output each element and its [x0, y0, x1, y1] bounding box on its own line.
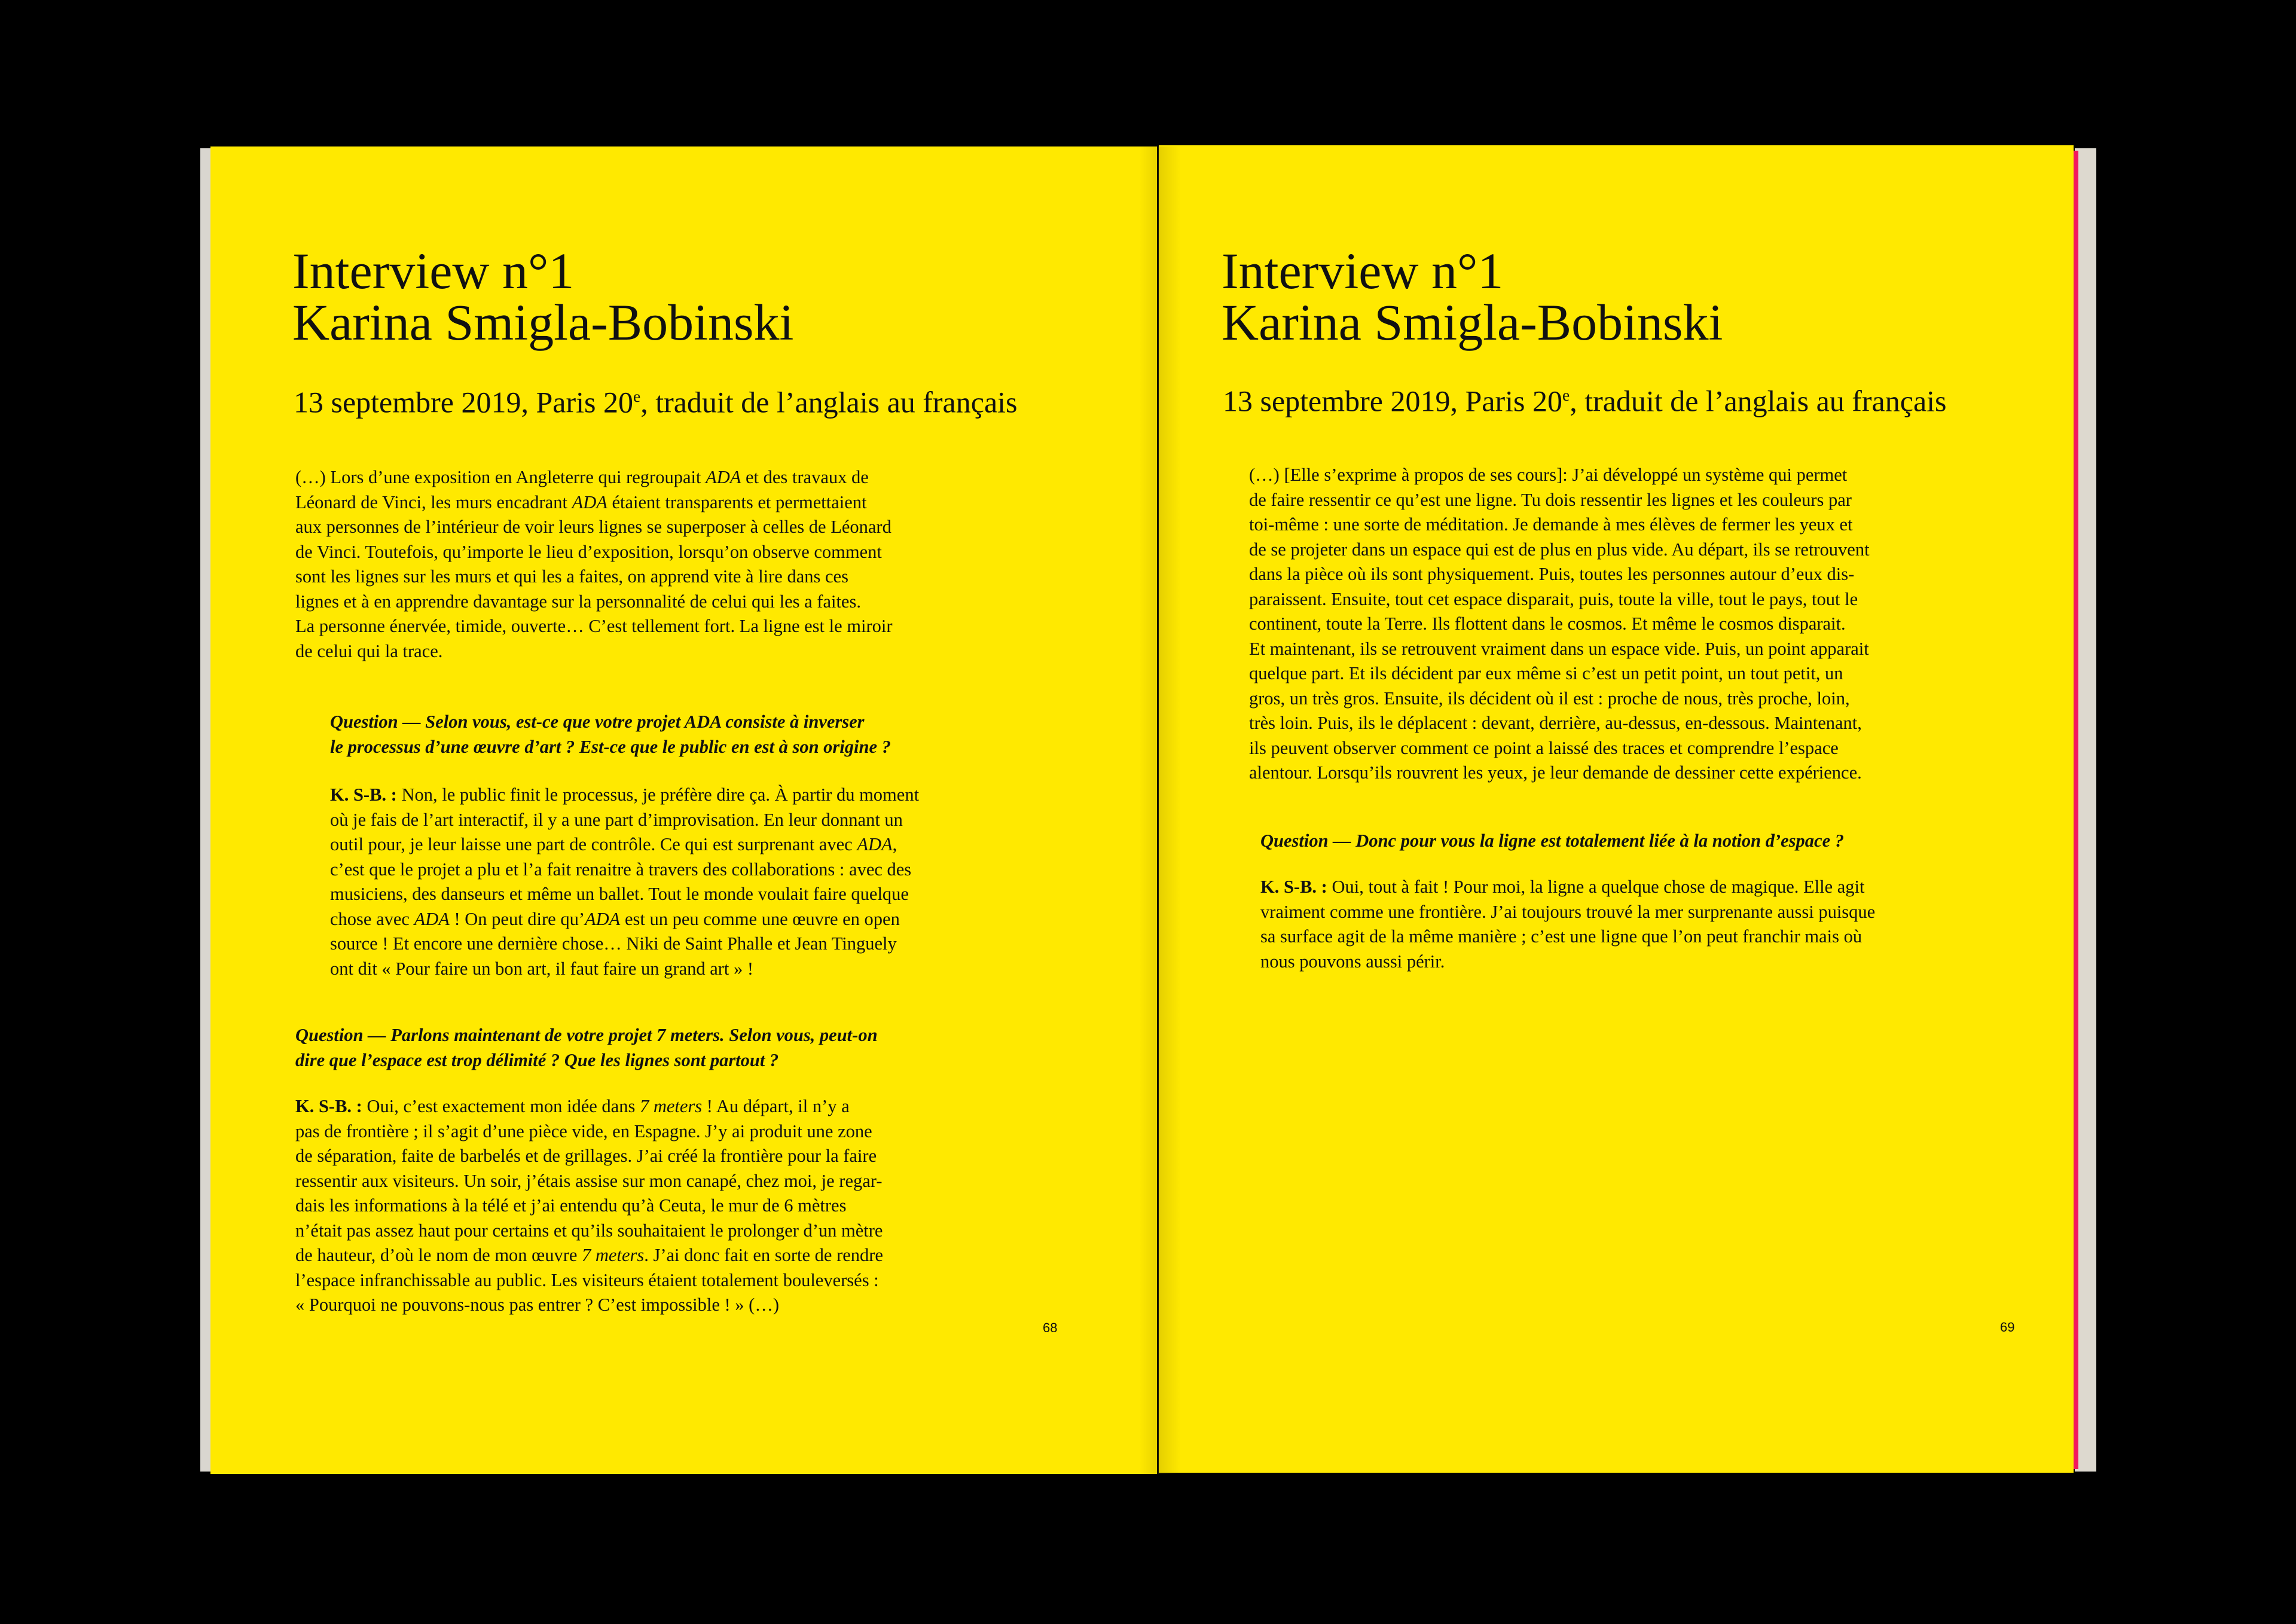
work-title: 7 meters — [582, 1245, 645, 1265]
question-1 — [330, 710, 891, 759]
right-page — [1159, 145, 2074, 1473]
line-text: de celui qui la trace. — [295, 640, 443, 661]
text-line — [295, 515, 893, 540]
page-number: 68 — [1043, 1320, 1058, 1335]
line-text: de séparation, faite de barbelés et de grillages. J’ai créé la frontière pour la faire — [295, 1146, 877, 1166]
line-text: sont les lignes sur les murs et qui les a faites, on apprend vite à lire dans ces — [295, 566, 848, 587]
line-text: où je fais de l’art interactif, il y a une part d’improvisation. En leur donnant un — [330, 809, 903, 830]
line-text: musiciens, des danseurs et même un ballet. Tout le monde voulait faire quelque — [330, 884, 909, 904]
text-line — [295, 614, 893, 639]
text-line — [1249, 562, 1870, 587]
line-text: . J’ai donc fait en sorte de rendre — [644, 1245, 883, 1265]
line-text: gros, un très gros. Ensuite, ils décident où il est : proche de nous, très proche, loin, — [1249, 688, 1850, 709]
title-line: Karina Smigla-Bobinski — [1222, 294, 1723, 351]
title-line: Interview n°1 — [292, 242, 575, 300]
text-line — [1260, 875, 1875, 900]
text-line — [295, 465, 893, 490]
text-line — [1249, 488, 1870, 513]
text-line — [295, 639, 893, 664]
speaker-label: K. S-B. : — [295, 1096, 362, 1116]
text-line — [330, 882, 919, 907]
question-2 — [295, 1023, 878, 1073]
question-line: Question — Donc pour vous la ligne est totalement liée à la notion d’espace ? — [1260, 831, 1844, 851]
answer-2 — [295, 1094, 883, 1318]
work-title: ADA — [414, 908, 450, 929]
question-line: Question — Selon vous, est-ce que votre projet ADA consiste à inverser — [330, 712, 865, 732]
work-title: ADA — [572, 492, 607, 512]
speaker-label: K. S-B. : — [330, 784, 397, 805]
text-line — [1249, 637, 1870, 662]
work-title: ADA — [706, 467, 741, 487]
text-line — [295, 1219, 883, 1244]
subtitle-text: , traduit de l’anglais au français — [640, 385, 1018, 419]
text-line — [295, 1119, 883, 1144]
line-text: , — [892, 834, 897, 854]
question-line: le processus d’une œuvre d’art ? Est-ce que le public en est à son origine ? — [330, 736, 891, 757]
text-line — [1249, 711, 1870, 736]
line-text: dais les informations à la télé et j’ai entendu qu’à Ceuta, le mur de 6 mètres — [295, 1195, 847, 1216]
line-text: ressentir aux visiteurs. Un soir, j’étais assise sur mon canapé, chez moi, je regar- — [295, 1170, 883, 1191]
line-text: Léonard de Vinci, les murs encadrant — [295, 492, 572, 512]
title-line: Interview n°1 — [1222, 242, 1504, 300]
line-text: Oui, c’est exactement mon idée dans — [362, 1096, 640, 1116]
text-line — [295, 1293, 883, 1318]
text-line — [1249, 686, 1870, 712]
line-text: Non, le public finit le processus, je préfère dire ça. À partir du moment — [396, 784, 920, 805]
book-gutter — [1139, 146, 1181, 1474]
line-text: quelque part. Et ils décident par eux même si c’est un petit point, un tout petit, un — [1249, 663, 1843, 683]
page-number: 69 — [2000, 1320, 2015, 1335]
question-1 — [1260, 829, 1844, 854]
line-text: ! Au départ, il n’y a — [702, 1096, 850, 1116]
line-text: de faire ressentir ce qu’est une ligne. Tu dois ressentir les lignes et les couleurs par — [1249, 489, 1852, 510]
text-line — [295, 490, 893, 515]
line-text: c’est que le projet a plu et l’a fait renaitre à travers des collaborations : avec des — [330, 859, 912, 880]
line-text: outil pour, je leur laisse une part de contrôle. Ce qui est surprenant avec — [330, 834, 857, 854]
text-line — [1260, 950, 1875, 975]
text-line — [295, 1169, 883, 1194]
line-text: étaient transparents et permettaient — [607, 492, 867, 512]
line-text: chose avec — [330, 908, 414, 929]
text-line — [295, 1144, 883, 1169]
work-title: ADA — [857, 834, 893, 854]
text-line — [295, 590, 893, 615]
text-line — [295, 1268, 883, 1293]
line-text: nous pouvons aussi périr. — [1260, 951, 1445, 972]
text-line — [330, 907, 919, 932]
subtitle-text: 13 septembre 2019, Paris 20 — [294, 385, 633, 419]
text-line — [330, 957, 919, 982]
text-line — [1249, 761, 1870, 786]
text-line — [1249, 512, 1870, 538]
answer-1 — [1260, 875, 1875, 974]
text-line — [295, 540, 893, 565]
page-title — [292, 242, 794, 351]
line-text: sa surface agit de la même manière ; c’est une ligne que l’on peut franchir mais où — [1260, 926, 1863, 947]
line-text: continent, toute la Terre. Ils flottent dans le cosmos. Et même le cosmos disparait. — [1249, 613, 1846, 634]
line-text: lignes et à en apprendre davantage sur la personnalité de celui qui les a faites. — [295, 591, 861, 612]
intro-paragraph — [1249, 463, 1870, 786]
text-line — [1249, 661, 1870, 686]
text-line — [330, 808, 919, 833]
line-text: (…) [Elle s’exprime à propos de ses cours]: J’ai développé un système qui permet — [1249, 465, 1848, 485]
line-text: Et maintenant, ils se retrouvent vraiment dans un espace vide. Puis, un point apparait — [1249, 638, 1869, 659]
text-line — [1249, 587, 1870, 612]
work-title: 7 meters — [639, 1096, 703, 1116]
line-text: vraiment comme une frontière. J’ai toujours trouvé la mer surprenante aussi puisque — [1260, 901, 1876, 922]
text-line — [330, 783, 919, 808]
text-line — [330, 857, 919, 883]
text-line — [1260, 900, 1875, 925]
text-line — [295, 1193, 883, 1219]
text-line — [330, 932, 919, 957]
page-title — [1222, 242, 1723, 351]
subtitle-sup: e — [633, 387, 641, 405]
line-text: et des travaux de — [741, 467, 869, 487]
line-text: ils peuvent observer comment ce point a laissé des traces et comprendre l’espace — [1249, 737, 1839, 758]
page-subtitle — [1223, 378, 1947, 418]
subtitle-text: , traduit de l’anglais au français — [1570, 384, 1947, 418]
line-text: « Pourquoi ne pouvons-nous pas entrer ? C’est impossible ! » (…) — [295, 1295, 779, 1315]
subtitle-sup: e — [1562, 386, 1570, 404]
work-title: ADA — [585, 908, 621, 929]
line-text: source ! Et encore une dernière chose… Niki de Saint Phalle et Jean Tinguely — [330, 933, 897, 954]
left-page — [210, 146, 1157, 1474]
text-line — [330, 832, 919, 857]
line-text: Oui, tout à fait ! Pour moi, la ligne a quelque chose de magique. Elle agit — [1327, 877, 1865, 897]
question-line: Question — Parlons maintenant de votre projet 7 meters. Selon vous, peut-on — [295, 1025, 878, 1045]
line-text: de hauteur, d’où le nom de mon œuvre — [295, 1245, 582, 1265]
line-text: aux personnes de l’intérieur de voir leurs lignes se superposer à celles de Léonard — [295, 517, 891, 537]
text-line — [1260, 924, 1875, 950]
text-line — [1249, 736, 1870, 761]
line-text: est un peu comme une œuvre en open — [620, 908, 900, 929]
text-line — [295, 1243, 883, 1268]
line-text: dans la pièce où ils sont physiquement. Puis, toutes les personnes autour d’eux dis- — [1249, 564, 1855, 584]
line-text: paraissent. Ensuite, tout cet espace disparait, puis, toute la ville, tout le pays, tout le — [1249, 588, 1858, 609]
title-line: Karina Smigla-Bobinski — [292, 294, 794, 351]
page-subtitle — [294, 380, 1018, 419]
line-text: ! On peut dire qu’ — [449, 908, 585, 929]
line-text: (…) Lors d’une exposition en Angleterre qui regroupait — [295, 467, 706, 487]
line-text: pas de frontière ; il s’agit d’une pièce vide, en Espagne. J’y ai produit une zone — [295, 1121, 872, 1141]
line-text: La personne énervée, timide, ouverte… C’est tellement fort. La ligne est le miroir — [295, 616, 893, 636]
text-line — [295, 564, 893, 590]
line-text: l’espace infranchissable au public. Les visiteurs étaient totalement bouleversés : — [295, 1269, 879, 1290]
text-line — [1249, 612, 1870, 637]
speaker-label: K. S-B. : — [1260, 877, 1327, 897]
text-line — [1249, 463, 1870, 488]
answer-1 — [330, 783, 919, 981]
line-text: alentour. Lorsqu’ils rouvrent les yeux, je leur demande de dessiner cette expérience. — [1249, 762, 1862, 783]
text-line — [295, 1094, 883, 1119]
line-text: ont dit « Pour faire un bon art, il faut faire un grand art » ! — [330, 958, 754, 979]
intro-paragraph — [295, 465, 893, 664]
line-text: de Vinci. Toutefois, qu’importe le lieu d’exposition, lorsqu’on observe comment — [295, 541, 882, 562]
line-text: n’était pas assez haut pour certains et qu’ils souhaitaient le prolonger d’un mètre — [295, 1220, 883, 1241]
line-text: de se projeter dans un espace qui est de plus en plus vide. Au départ, ils se retrouvent — [1249, 539, 1870, 560]
subtitle-text: 13 septembre 2019, Paris 20 — [1223, 384, 1562, 418]
text-line — [1249, 538, 1870, 563]
line-text: toi-même : une sorte de méditation. Je demande à mes élèves de fermer les yeux et — [1249, 514, 1853, 535]
line-text: très loin. Puis, ils le déplacent : devant, derrière, au-dessus, en-dessous. Maintenant, — [1249, 713, 1862, 733]
question-line: dire que l’espace est trop délimité ? Que les lignes sont partout ? — [295, 1049, 779, 1070]
